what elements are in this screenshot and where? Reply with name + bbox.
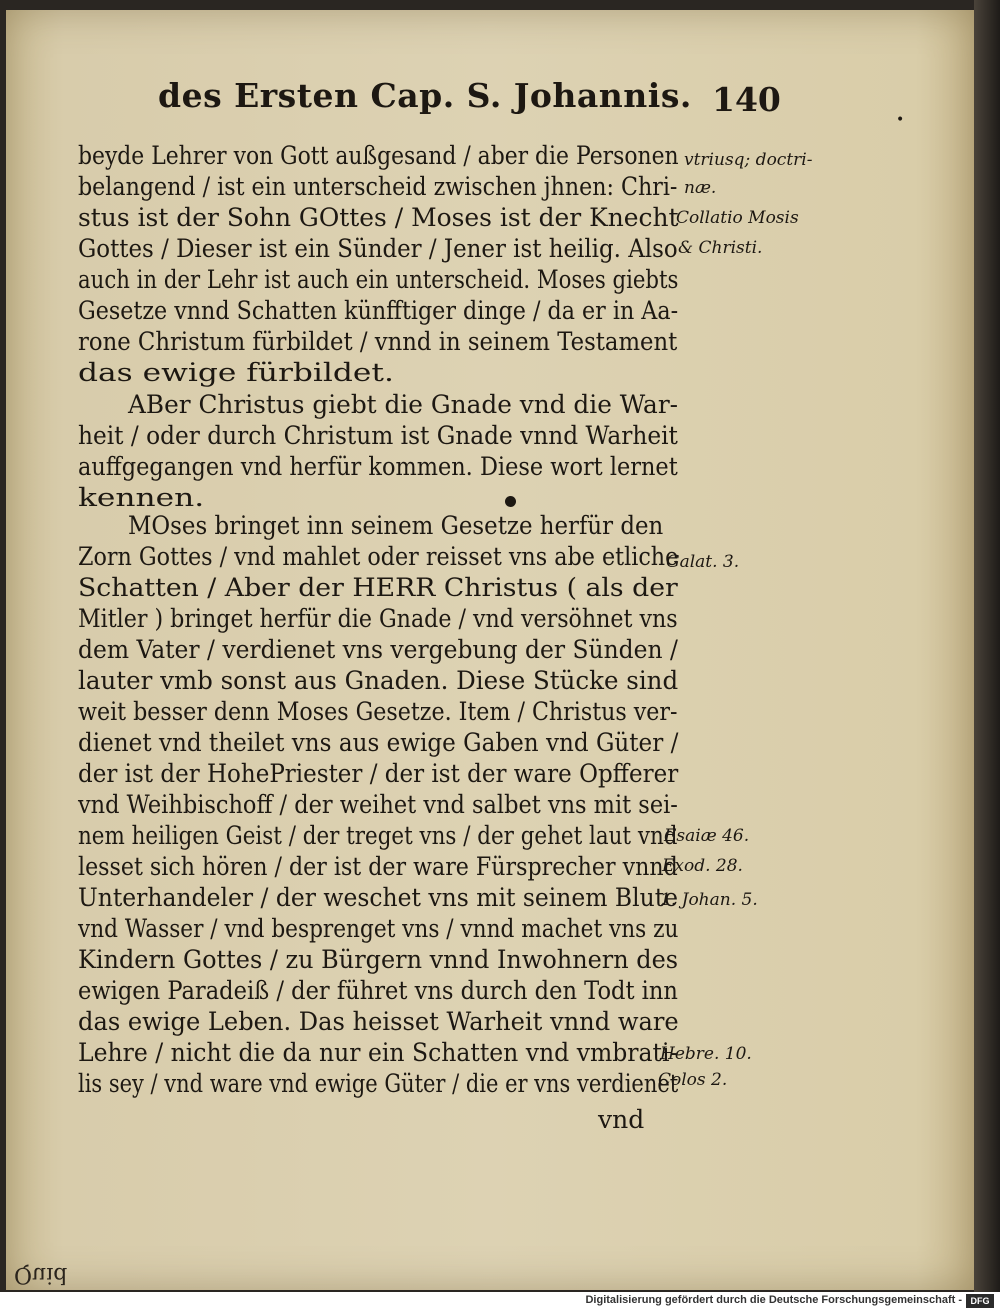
text-line: beyde Lehrer von Gott außgesand / aber die Personen	[78, 141, 679, 170]
text-line: lis sey / vnd ware vnd ewige Güter / die er vns verdienet	[78, 1069, 679, 1098]
text-line: ewigen Paradeiß / der führet vns durch den Todt inn	[78, 976, 678, 1005]
text-line: nem heiligen Geist / der treget vns / der gehet laut vnd	[78, 821, 678, 850]
text-line: lauter vmb sonst aus Gnaden. Diese Stücke sind	[78, 666, 679, 695]
text-line: Mitler ) bringet herfür die Gnade / vnd versöhnet vns	[78, 604, 678, 633]
margin-note: Collatio Mosis	[676, 208, 799, 228]
text-line: MOses bringet inn seinem Gesetze herfür den	[128, 511, 664, 540]
text-line: kennen.	[78, 483, 205, 512]
running-title: des Ersten Cap. S. Johannis.	[158, 76, 692, 115]
text-line: vnd Weihbischoff / der weihet vnd salbet vns mit sei-	[78, 790, 678, 819]
funding-credit: Digitalisierung gefördert durch die Deutsche Forschungsgemeinschaft -	[585, 1294, 962, 1306]
dfg-logo: DFG	[966, 1294, 994, 1308]
text-line: Zorn Gottes / vnd mahlet oder reisset vns abe etliche	[78, 542, 679, 571]
margin-note: næ.	[684, 178, 717, 198]
margin-note: 1. Johan. 5.	[660, 890, 758, 910]
ink-dot	[505, 496, 516, 507]
text-line: auch in der Lehr ist auch ein unterscheid. Moses giebts	[78, 265, 679, 294]
text-line: belangend / ist ein unterscheid zwischen jhnen: Chri-	[78, 172, 678, 201]
text-line: heit / oder durch Christum ist Gnade vnnd Warheit	[78, 421, 678, 450]
margin-note: Hebre. 10.	[660, 1044, 752, 1064]
bleed-through-text: Quid	[14, 1262, 68, 1287]
text-line: das ewige Leben. Das heisset Warheit vnnd ware	[78, 1007, 679, 1036]
margin-note: Galat. 3.	[666, 552, 740, 572]
margin-note: Exod. 28.	[662, 856, 743, 876]
text-line: lesset sich hören / der ist der ware Fürsprecher vnnd	[78, 852, 678, 881]
text-line: dem Vater / verdienet vns vergebung der Sünden /	[78, 635, 678, 664]
text-line: vnd Wasser / vnd besprenget vns / vnnd machet vns zu	[78, 914, 679, 943]
text-line: auffgegangen vnd herfür kommen. Diese wort lernet	[78, 452, 678, 481]
text-line: ABer Christus giebt die Gnade vnd die War-	[128, 390, 679, 419]
margin-note: & Christi.	[678, 238, 763, 258]
text-line: rone Christum fürbildet / vnnd in seinem Testament	[78, 327, 678, 356]
text-line: Schatten / Aber der HERR Christus ( als der	[78, 573, 678, 602]
margin-note: vtriusq; doctri-	[684, 150, 813, 170]
text-line: dienet vnd theilet vns aus ewige Gaben vnd Güter /	[78, 728, 679, 757]
text-line: Kindern Gottes / zu Bürgern vnnd Inwohnern des	[78, 945, 679, 974]
text-line: stus ist der Sohn GOttes / Moses ist der Knecht	[78, 203, 679, 232]
text-line: Lehre / nicht die da nur ein Schatten vnd vmbrati-	[78, 1038, 678, 1067]
text-line: Gottes / Dieser ist ein Sünder / Jener ist heilig. Also	[78, 234, 678, 263]
text-line: Unterhandeler / der weschet vns mit seinem Blute	[78, 883, 679, 912]
text-line: der ist der HohePriester / der ist der ware Opfferer	[78, 759, 679, 788]
footer-bar	[0, 1292, 1000, 1311]
text-line: weit besser denn Moses Gesetze. Item / Christus ver-	[78, 697, 678, 726]
margin-dot: •	[896, 112, 905, 128]
catchword: vnd	[598, 1105, 645, 1134]
margin-note: Colos 2.	[658, 1070, 728, 1090]
margin-note: Esaiæ 46.	[664, 826, 750, 846]
text-line: Gesetze vnnd Schatten künfftiger dinge / da er in Aa-	[78, 296, 679, 325]
text-line: das ewige fürbildet.	[78, 358, 394, 387]
page-number: 140	[712, 80, 781, 119]
